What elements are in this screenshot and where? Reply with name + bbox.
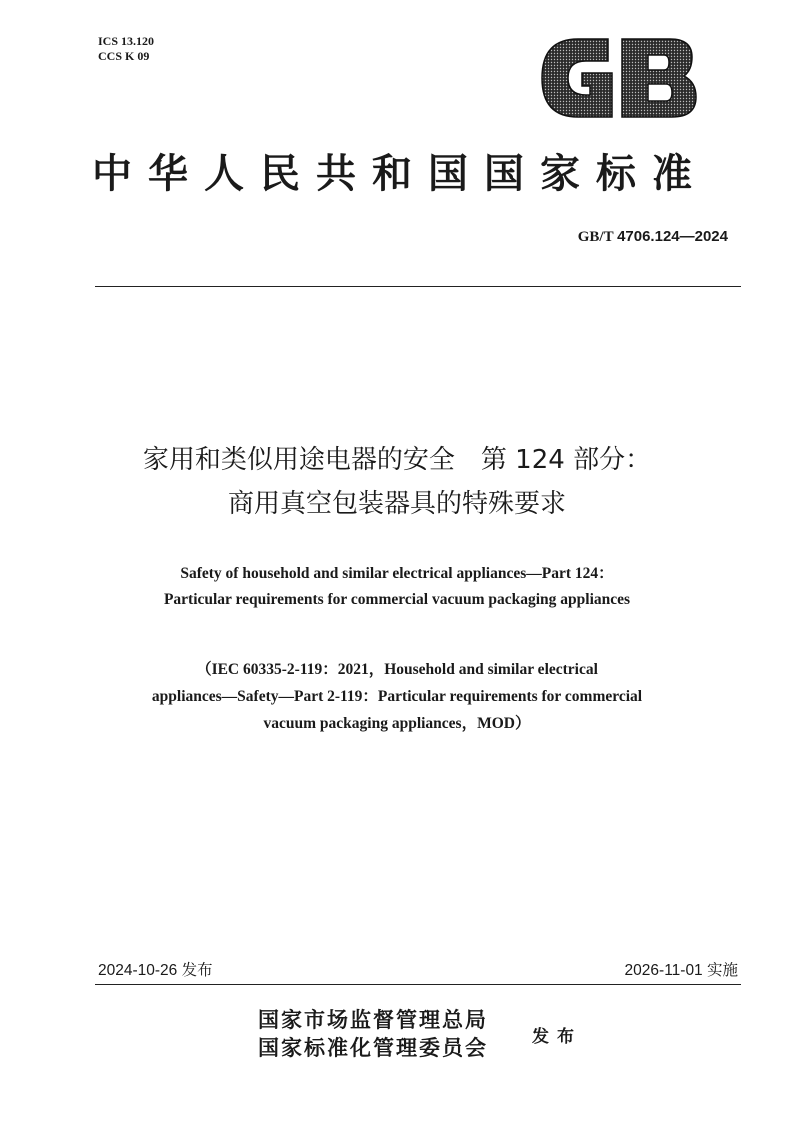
footer-divider	[95, 984, 741, 985]
english-title-line-1: Safety of household and similar electrical appliances—Part 124：	[180, 565, 614, 582]
header-divider	[95, 286, 741, 287]
national-standard-title: 中华人民共和国国家标准	[92, 150, 708, 197]
gb-logo	[538, 37, 700, 119]
iec-reference-line-3: vacuum packaging appliances，MOD）	[263, 715, 531, 732]
chinese-title-line-2: 商用真空包装器具的特殊要求	[227, 489, 566, 519]
ccs-code: CCS K 09	[98, 49, 150, 63]
implementation-date: 2026-11-01 实施	[624, 962, 738, 979]
issuer-samr: 国家市场监督管理总局	[258, 1007, 488, 1032]
issue-date: 2024-10-26 发布	[98, 962, 213, 979]
issuer-sac: 国家标准化管理委员会	[258, 1035, 488, 1060]
standard-prefix: GB/T	[577, 229, 614, 245]
chinese-title-line-1: 家用和类似用途电器的安全 第 124 部分：	[142, 445, 652, 475]
issue-action: 发布	[532, 1027, 582, 1047]
issuing-authorities	[258, 1006, 488, 1062]
classification-codes	[98, 34, 154, 64]
standard-number	[578, 228, 728, 246]
ics-code: ICS 13.120	[98, 34, 155, 48]
chinese-title	[60, 438, 734, 526]
english-title-line-2: Particular requirements for commercial vacuum packaging appliances	[163, 591, 631, 608]
english-title	[60, 561, 734, 613]
iec-reference-line-2: appliances—Safety—Part 2-119：Particular requirements for commercial	[151, 688, 643, 705]
iec-reference-line-1: （IEC 60335-2-119：2021，Household and similar electrical	[196, 661, 598, 678]
standard-code: 4706.124—2024	[617, 228, 728, 245]
iec-reference	[60, 656, 734, 737]
